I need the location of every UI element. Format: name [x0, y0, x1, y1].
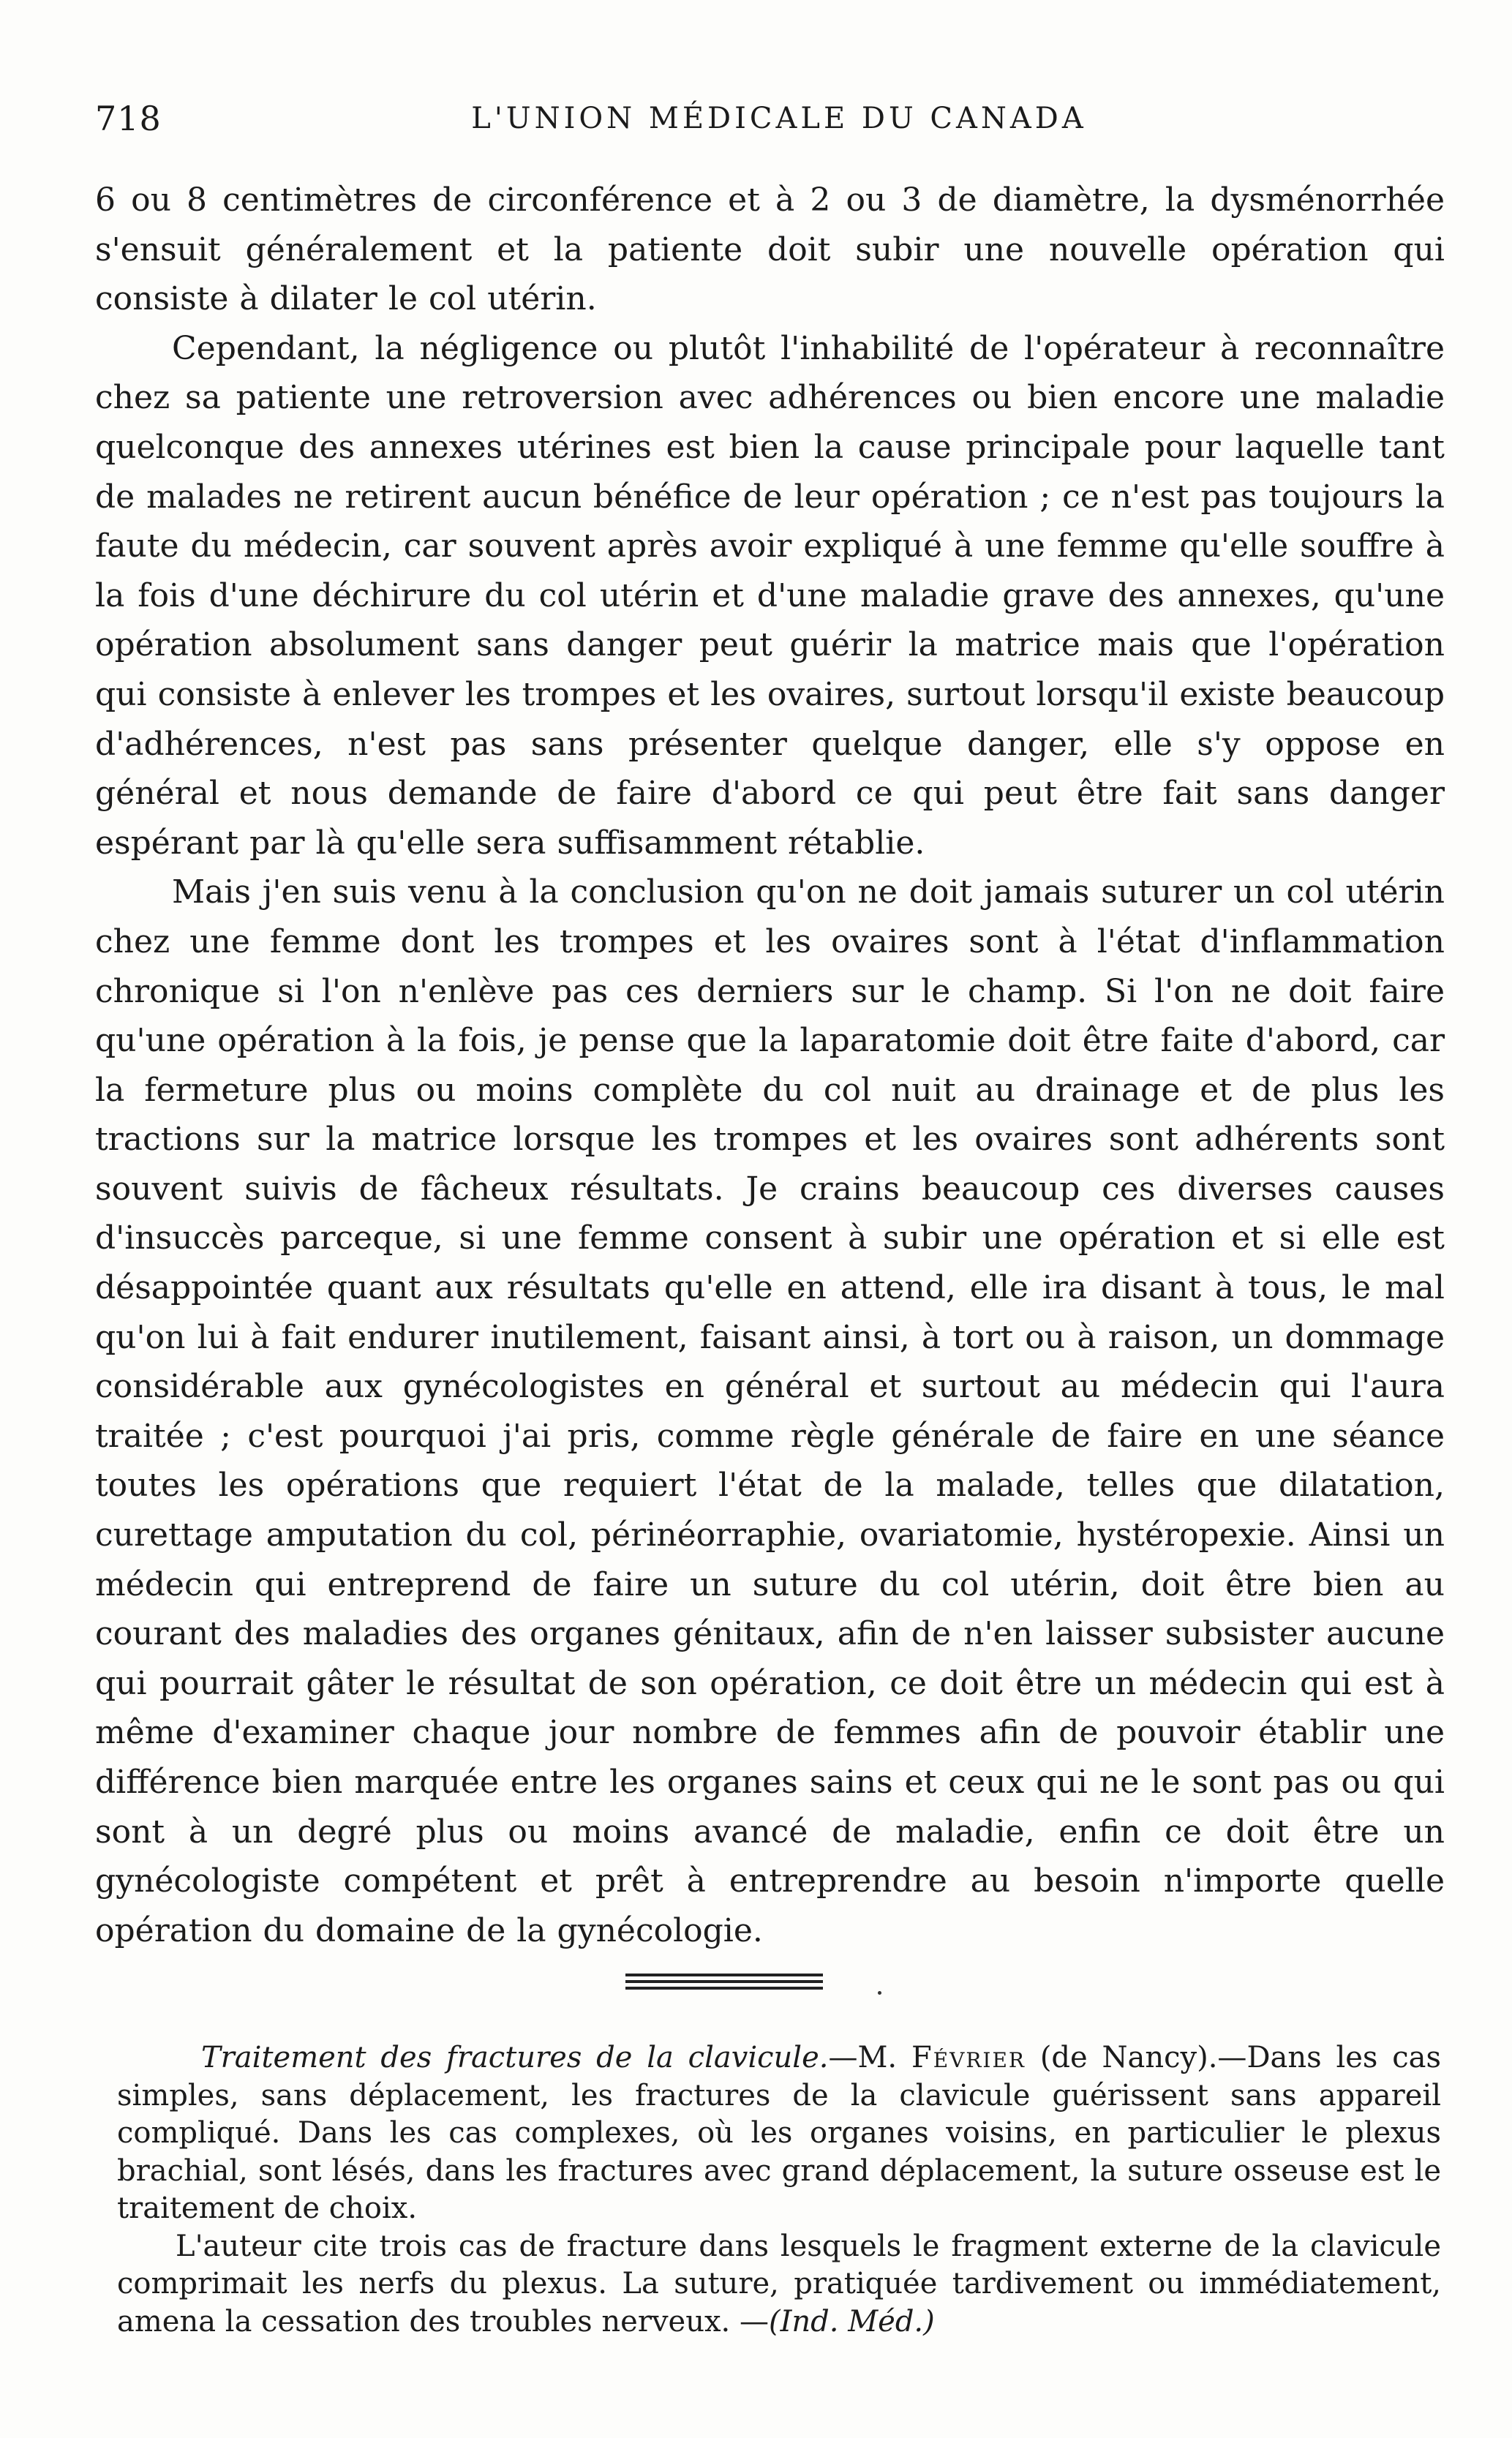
page-header [95, 99, 1463, 150]
abstract-body-1: Dans les cas simples, sans déplacement, les fractures de la clavicule guérissent sans appareil compliqué. Dans les cas complexes, où les organes voisins, en particulier le plexus brachial, sont lésés, dans les fractures avec grand déplacement, la suture osseuse est le traitement de choix. [117, 2041, 1442, 2225]
abstract-source: (Ind. Méd.) [768, 2304, 935, 2339]
divider-line [625, 1987, 823, 1990]
divider-line [625, 1974, 823, 1976]
section-divider [625, 1974, 823, 1993]
abstract-paragraph-2 [117, 2228, 1441, 2341]
title-dash: —M. [828, 2041, 911, 2074]
paragraph-cependant: Cependant, la négligence ou plutôt l'inhabilité de l'opérateur à reconnaître chez sa patiente une retroversion avec adhérences ou bien encore une maladie quelconque des annexes utérines est bien la cause principale pour laquelle tant de malades ne retirent aucun bénéfice de leur opération ; ce n'est pas toujours la faute du médecin, car souvent après avoir expliqué à une femme qu'elle souffre à la fois d'une déchirure du col utérin et d'une maladie grave des annexes, qu'une opération absolument sans danger peut guérir la matrice mais que l'opération qui consiste à enlever les trompes et les ovaires, surtout lorsqu'il existe beaucoup d'adhérences, n'est pas sans présenter quelque danger, elle s'y oppose en général et nous demande de faire d'abord ce qui peut être fait sans danger espérant par là qu'elle sera suffisamment rétablie. [95, 329, 1445, 862]
page-number: 718 [95, 99, 162, 138]
running-title: L'UNION MÉDICALE DU CANADA [471, 102, 1087, 135]
abstract-title: Traitement des fractures de la clavicule. [201, 2041, 829, 2074]
paragraph-conclusion: Mais j'en suis venu à la conclusion qu'on ne doit jamais suturer un col utérin chez une femme dont les trompes et les ovaires sont à l'état d'inflammation chronique si l'on n'enlève pas ces derniers sur le champ. Si l'on ne doit faire qu'une opération à la fois, je pense que la laparatomie doit être faite d'abord, car la fermeture plus ou moins complète du col nuit au drainage et de plus les tractions sur la matrice lorsque les trompes et les ovaires sont adhérents sont souvent suivis de fâcheux résultats. Je crains beaucoup ces diverses causes d'insuccès parceque, si une femme consent à subir une opération et si elle est désappointée quant aux résultats qu'elle en attend, elle ira disant à tous, le mal qu'on lui à fait endurer inutilement, faisant ainsi, à tort ou à raison, un dommage considérable aux gynécologistes en général et surtout au médecin qui l'aura traitée ; c'est pourquoi j'ai pris, comme règle générale de faire en une séance toutes les opérations que requiert l'état de la malade, telles que dilatation, curettage amputation du col, périnéorraphie, ovariatomie, hystéropexie. Ainsi un médecin qui entreprend de faire un suture du col utérin, doit être bien au courant des maladies des organes génitaux, afin de n'en laisser subsister aucune qui pourrait gâter le résultat de son opération, ce doit être un médecin qui est à même d'examiner chaque jour nombre de femmes afin de pouvoir établir une différence bien marquée entre les organes sains et ceux qui ne le sont pas ou qui sont à un degré plus ou moins avancé de maladie, enfin ce doit être un gynécologiste compétent et prêt à entreprendre au besoin n'importe quelle opération du domaine de la gynécologie. [95, 873, 1445, 1949]
abstract-section [117, 2039, 1441, 2341]
abstract-paragraph-1 [117, 2039, 1441, 2228]
divider-line [625, 1980, 823, 1983]
author-place: (de Nancy).— [1026, 2041, 1247, 2074]
abstract-body-2: L'auteur cite trois cas de fracture dans lesquels le fragment externe de la clavicule comprimait les nerfs du plexus. La suture, pratiquée tardivement ou immédiatement, amena la cessation des troubles nerveux. — [117, 2229, 1441, 2339]
main-article-text [95, 176, 1445, 1955]
divider-mark [878, 1991, 881, 1995]
paragraph-continuation: 6 ou 8 centimètres de circonférence et à 2 ou 3 de diamètre, la dysménorrhée s'ensuit généralement et la patiente doit subir une nouvelle opération qui consiste à dilater le col utérin. [95, 181, 1445, 318]
abstract-author: Février [911, 2041, 1026, 2074]
